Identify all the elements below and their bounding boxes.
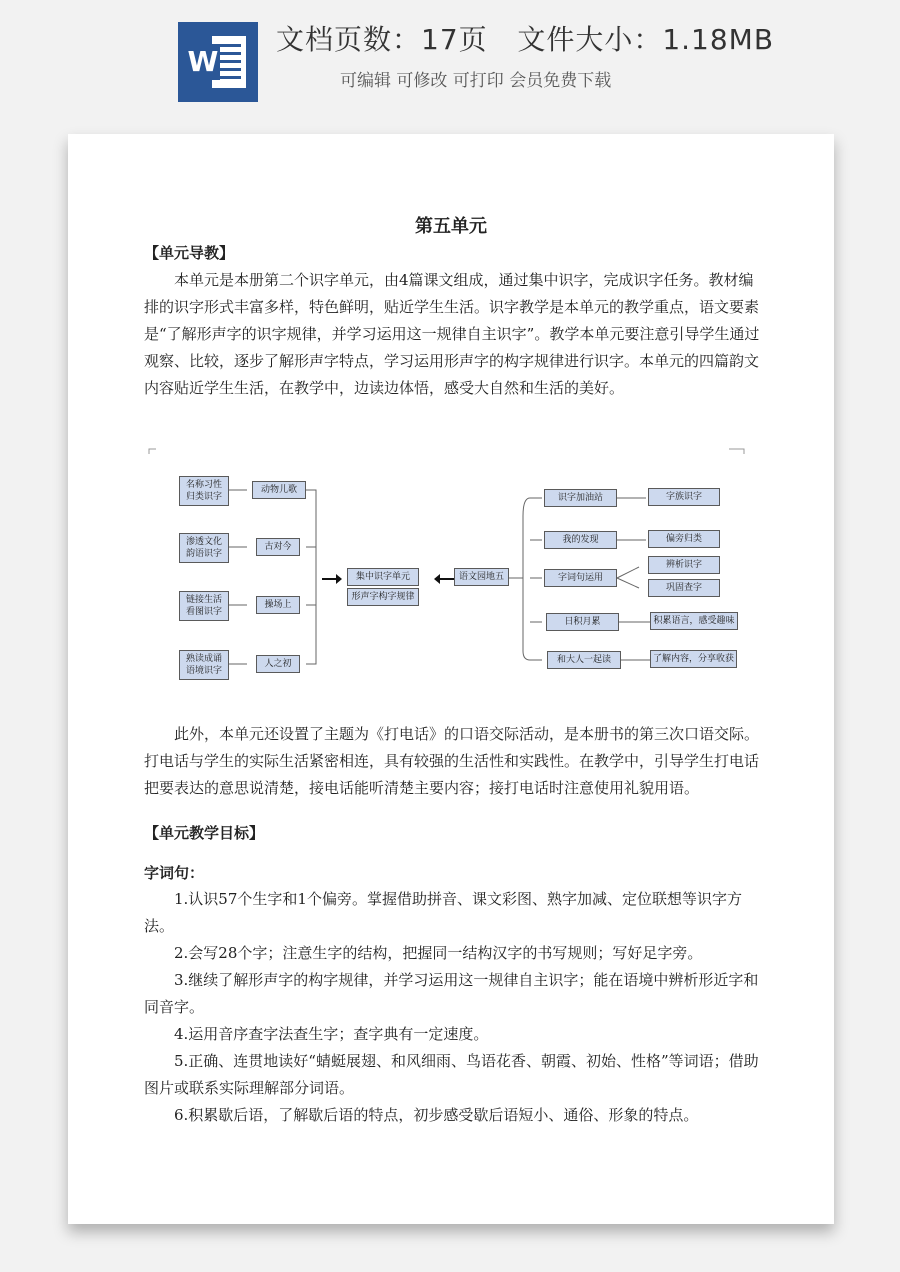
diagram-box-garden-part-2: 我的发现 — [544, 531, 617, 549]
section-heading-goals: 【单元教学目标】 — [144, 824, 265, 842]
diagram-box-method-3: 链接生活 看图识字 — [179, 591, 229, 621]
goal-item: 6.积累歇后语，了解歇后语的特点，初步感受歇后语短小、通俗、形象的特点。 — [174, 1106, 699, 1124]
diagram-box-detail-3: 辨析识字 — [648, 556, 720, 574]
diagram-box-center-bottom: 形声字构字规律 — [347, 588, 419, 606]
word-document-icon — [178, 22, 258, 102]
banner-title: 文档页数：17页 文件大小：1.18MB — [276, 23, 775, 56]
diagram-box-detail-5: 积累语言，感受趣味 — [650, 612, 738, 630]
diagram-box-lesson-1: 动物儿歌 — [252, 481, 306, 499]
diagram-box-garden: 语文园地五 — [454, 568, 509, 586]
diagram-box-garden-part-3: 字词句运用 — [544, 569, 617, 587]
goal-item: 4.运用音序查字法查生字；查字典有一定速度。 — [174, 1025, 489, 1043]
diagram-box-detail-6: 了解内容，分享收获 — [650, 650, 737, 668]
goal-item: 2.会写28个字；注意生字的结构，把握同一结构汉字的书写规则；写好足字旁。 — [174, 944, 703, 962]
goals-subheading: 字词句： — [144, 864, 205, 882]
document-page — [68, 134, 834, 1224]
goals-list — [144, 886, 764, 1129]
goal-item: 5.正确、连贯地读好“蜻蜓展翅、和风细雨、鸟语花香、朝霞、初始、性格”等词语；借助图片或联系实际理解部分词语。 — [144, 1052, 759, 1097]
diagram-box-garden-part-5: 和大人一起读 — [547, 651, 621, 669]
diagram-box-lesson-4: 人之初 — [256, 655, 300, 673]
diagram-box-method-1: 名称习性 归类识字 — [179, 476, 229, 506]
diagram-box-garden-part-1: 识字加油站 — [544, 489, 617, 507]
diagram-box-method-4: 熟读成诵 语境识字 — [179, 650, 229, 680]
download-banner — [0, 0, 900, 110]
document-title: 第五单元 — [415, 216, 487, 237]
diagram-box-detail-1: 字族识字 — [648, 488, 720, 506]
diagram-box-lesson-2: 古对今 — [256, 538, 300, 556]
diagram-box-garden-part-4: 日积月累 — [546, 613, 619, 631]
icon-letter: W — [187, 45, 219, 78]
diagram-box-lesson-3: 操场上 — [256, 596, 300, 614]
oral-communication-paragraph — [144, 721, 764, 802]
intro-text: 本单元是本册第二个识字单元，由4篇课文组成，通过集中识字，完成识字任务。教材编排的识字形式丰富多样，特色鲜明，贴近学生生活。识字教学是本单元的教学重点，语文要素是“了解形声字的识字规律，并学习运用这一规律自主识字”。教学本单元要注意引导学生通过观察、比较，逐步了解形声字特点，学习运用形声字的构字规律进行识字。本单元的四篇韵文内容贴近学生生活，在教学中，边读边体悟，感受大自然和生活的美好。 — [144, 271, 760, 397]
unit-structure-diagram — [144, 446, 764, 696]
banner-subtitle: 可编辑 可修改 可打印 会员免费下载 — [340, 71, 612, 91]
intro-paragraph — [144, 267, 764, 402]
diagram-box-method-2: 渗透文化 韵语识字 — [179, 533, 229, 563]
oral-communication-text: 此外，本单元还设置了主题为《打电话》的口语交际活动，是本册书的第三次口语交际。打电话与学生的实际生活紧密相连，具有较强的生活性和实践性。在教学中，引导学生打电话把要表达的意思说清楚，接电话能听清楚主要内容；接打电话时注意使用礼貌用语。 — [144, 725, 760, 797]
diagram-box-detail-4: 巩固查字 — [648, 579, 720, 597]
diagram-box-detail-2: 偏旁归类 — [648, 530, 720, 548]
section-heading-guide: 【单元导教】 — [144, 244, 235, 262]
goal-item: 1.认识57个生字和1个偏旁。掌握借助拼音、课文彩图、熟字加减、定位联想等识字方法。 — [144, 890, 742, 935]
goal-item: 3.继续了解形声字的构字规律，并学习运用这一规律自主识字；能在语境中辨析形近字和同音字。 — [144, 971, 759, 1016]
diagram-box-center-top: 集中识字单元 — [347, 568, 419, 586]
